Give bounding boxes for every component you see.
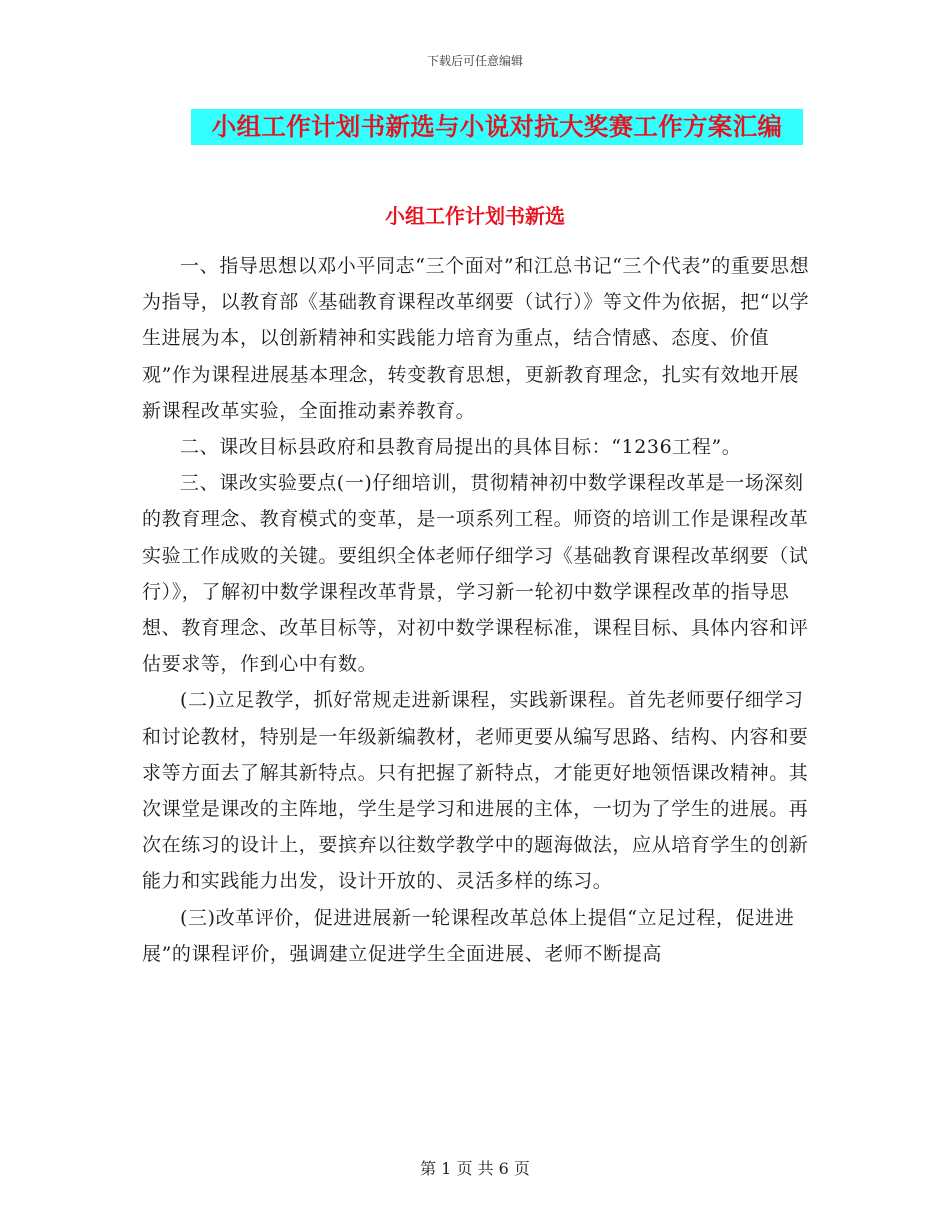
section-title: 小组工作计划书新选 xyxy=(385,204,565,228)
paragraph: (三)改革评价，促进进展新一轮课程改革总体上提倡“立足过程，促进进展”的课程评价，强调建立促进学生全面进展、老师不断提高 xyxy=(142,906,795,965)
main-title: 小组工作计划书新选与小说对抗大奖赛工作方案汇编 xyxy=(211,112,783,141)
header-note: 下载后可任意编辑 xyxy=(426,54,523,68)
page-number: 第 1 页 共 6 页 xyxy=(420,1159,530,1178)
paragraph: 二、课改目标县政府和县教育局提出的具体目标：“1236工程”。 xyxy=(180,436,742,459)
paragraph: 三、课改实验要点(一)仔细培训，贯彻精神初中数学课程改革是一场深刻的教育理念、教育模式的变革，是一项系列工程。师资的培训工作是课程改革实验工作成败的关键。要组织全体老师仔细学习《基础教育课程改革纲要（试行）》，了解初中数学课程改革背景，学习新一轮初中数学课程改革的指导思想、教育理念、改革目标等，对初中数学课程标准，课程目标、具体内容和评估要求等，作到心中有数。 xyxy=(142,472,809,676)
paragraph: 一、指导思想以邓小平同志“三个面对”和江总书记“三个代表”的重要思想为指导，以教育部《基础教育课程改革纲要（试行）》等文件为依据，把“以学生进展为本，以创新精神和实践能力培育为重点，结合情感、态度、价值观”作为课程进展基本理念，转变教育思想，更新教育理念，扎实有效地开展新课程改革实验，全面推动素养教育。 xyxy=(142,255,810,422)
main-title-highlight xyxy=(191,109,803,145)
document-body xyxy=(142,248,814,972)
paragraph: (二)立足教学，抓好常规走进新课程，实践新课程。首先老师要仔细学习和讨论教材，特别是一年级新编教材，老师更要从编写思路、结构、内容和要求等方面去了解其新特点。只有把握了新特点，才能更好地领悟课改精神。其次课堂是课改的主阵地，学生是学习和进展的主体，一切为了学生的进展。再次在练习的设计上，要摈弃以往数学教学中的题海做法，应从培育学生的创新能力和实践能力出发，设计开放的、灵活多样的练习。 xyxy=(142,689,809,893)
